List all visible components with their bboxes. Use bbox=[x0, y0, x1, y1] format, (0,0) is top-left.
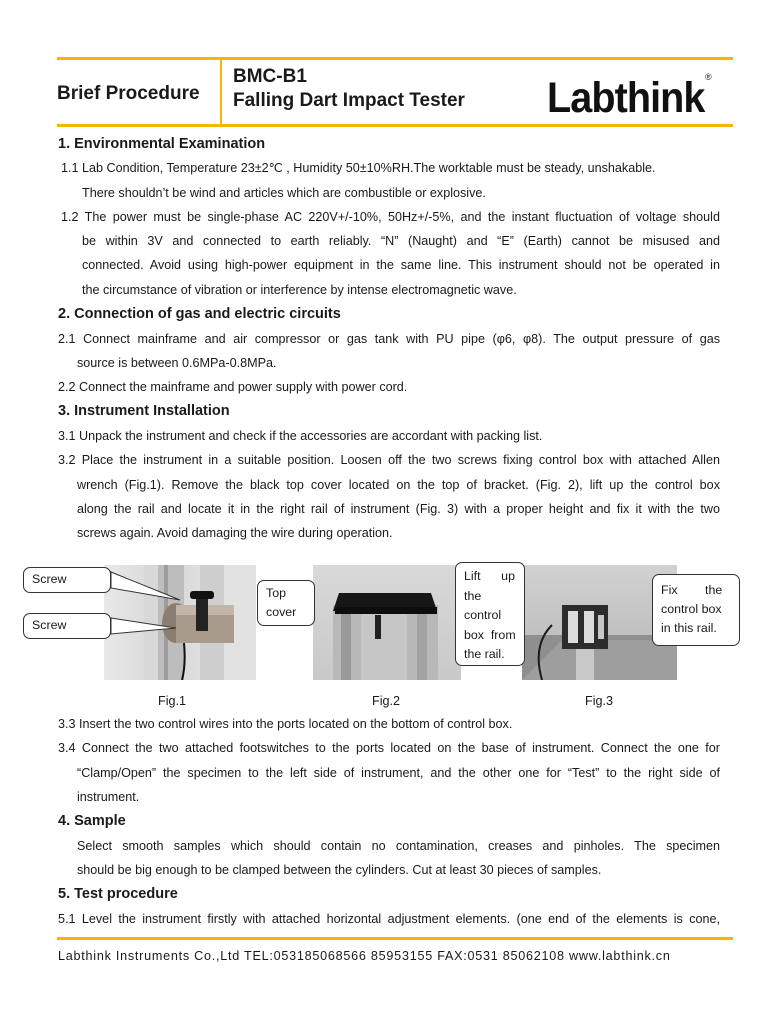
s3-p4-line2: “Clamp/Open” the specimen to the left side of instrument, and the other one for “Test” to the right side of bbox=[77, 766, 720, 780]
s3-p2-line3: along the rail and locate it in the right rail of instrument (Fig. 3) with a proper height and fix it with the two bbox=[77, 502, 720, 516]
labthink-logo: Labthink bbox=[547, 74, 705, 122]
fig3-callout-fix bbox=[652, 574, 740, 646]
s1-p2-line2: be within 3V and connected to earth reliably. “N” (Naught) and “E” (Earth) cannot be misused and bbox=[82, 234, 720, 248]
fig1-callout-screw-top-text: Screw bbox=[32, 572, 67, 586]
section-3-heading: 3. Instrument Installation bbox=[58, 403, 230, 419]
fig2-callout-line2: cover bbox=[266, 605, 297, 619]
brief-procedure-title: Brief Procedure bbox=[57, 83, 200, 104]
s3-p2-line1: 3.2 Place the instrument in a suitable position. Loosen off the two screws fixing control box with attached Allen bbox=[58, 453, 720, 467]
fig3-caption: Fig.3 bbox=[585, 694, 613, 708]
fig3-left-line5: the rail. bbox=[464, 647, 505, 661]
s1-p1-line1: 1.1 Lab Condition, Temperature 23±2℃ , Humidity 50±10%RH.The worktable must be steady, unshakable. bbox=[61, 161, 656, 175]
section-1-heading: 1. Environmental Examination bbox=[58, 136, 266, 152]
header-top-rule bbox=[57, 57, 733, 60]
fig2-illustration bbox=[313, 565, 461, 680]
s4-p1-line2: should be big enough to be clamped between the cylinders. Cut at least 30 pieces of samples. bbox=[77, 863, 602, 877]
fig2-callout-top-cover bbox=[257, 580, 315, 626]
s3-p1-line1: 3.1 Unpack the instrument and check if the accessories are accordant with packing list. bbox=[58, 429, 543, 443]
s2-p1-line1: 2.1 Connect mainframe and air compressor or gas tank with PU pipe (φ6, φ8). The output pressure of gas bbox=[58, 332, 720, 346]
s3-p2-line4: screws again. Avoid damaging the wire during operation. bbox=[77, 526, 393, 540]
s2-p2-line1: 2.2 Connect the mainframe and power supply with power cord. bbox=[58, 380, 408, 394]
fig3-right-line1: Fix the bbox=[661, 583, 723, 597]
s2-p1-line2: source is between 0.6MPa-0.8MPa. bbox=[77, 356, 277, 370]
fig1-callout-screw-bottom-text: Screw bbox=[32, 618, 67, 632]
section-4-heading: 4. Sample bbox=[58, 813, 126, 829]
registered-mark: ® bbox=[705, 72, 712, 82]
fig1-illustration bbox=[104, 565, 256, 680]
fig3-left-line2: the bbox=[464, 588, 482, 603]
s4-p1-line1: Select smooth samples which should contain no contamination, creases and pinholes. The specimen bbox=[77, 839, 720, 853]
section-2-heading: 2. Connection of gas and electric circuits bbox=[58, 306, 341, 322]
s3-p4-line3: instrument. bbox=[77, 790, 140, 804]
model-number: BMC-B1 bbox=[233, 66, 307, 87]
fig3-right-line2: control box bbox=[661, 602, 722, 616]
s1-p2-line3: connected. Avoid using high-power equipment in the same line. This instrument should not be operated in bbox=[82, 258, 720, 272]
product-name: Falling Dart Impact Tester bbox=[233, 90, 465, 111]
fig1-photo bbox=[104, 565, 256, 680]
fig1-callout-screw-top bbox=[23, 567, 111, 593]
s1-p2-line4: the circumstance of vibration or interference by intense electromagnetic wave. bbox=[82, 283, 517, 297]
fig1-callout-screw-bottom bbox=[23, 613, 111, 639]
s5-p1-line1: 5.1 Level the instrument firstly with attached horizontal adjustment elements. (one end of the elements is cone, bbox=[58, 912, 720, 926]
fig2-caption: Fig.2 bbox=[372, 694, 400, 708]
fig2-photo bbox=[313, 565, 461, 680]
footer-contact: Labthink Instruments Co.,Ltd TEL:053185068566 85953155 FAX:0531 85062108 www.labthink.cn bbox=[58, 949, 671, 963]
fig3-right-line3: in this rail. bbox=[661, 621, 717, 635]
fig3-left-line3: control bbox=[464, 608, 502, 622]
header-bottom-rule bbox=[57, 124, 733, 127]
s3-p4-line1: 3.4 Connect the two attached footswitches to the ports located on the base of instrument. Connect the one for bbox=[58, 741, 720, 755]
fig2-callout-line1: Top bbox=[266, 586, 286, 600]
s3-p3-line1: 3.3 Insert the two control wires into the ports located on the bottom of control box. bbox=[58, 717, 513, 731]
fig1-caption: Fig.1 bbox=[158, 694, 186, 708]
s1-p2-line1: 1.2 The power must be single-phase AC 220V+/-10%, 50Hz+/-5%, and the instant fluctuation of voltage should bbox=[61, 210, 720, 224]
footer-rule bbox=[57, 937, 733, 940]
header-divider bbox=[220, 60, 222, 124]
section-5-heading: 5. Test procedure bbox=[58, 886, 178, 902]
s1-p1-line2: There shouldn’t be wind and articles which are combustible or explosive. bbox=[82, 186, 486, 200]
fig3-left-line4: box from bbox=[464, 627, 516, 642]
s3-p2-line2: wrench (Fig.1). Remove the black top cover located on the top of bracket. (Fig. 2), lift up the control box bbox=[77, 478, 720, 492]
fig3-callout-lift bbox=[455, 562, 525, 666]
fig3-left-line1: Lift up bbox=[464, 569, 515, 583]
